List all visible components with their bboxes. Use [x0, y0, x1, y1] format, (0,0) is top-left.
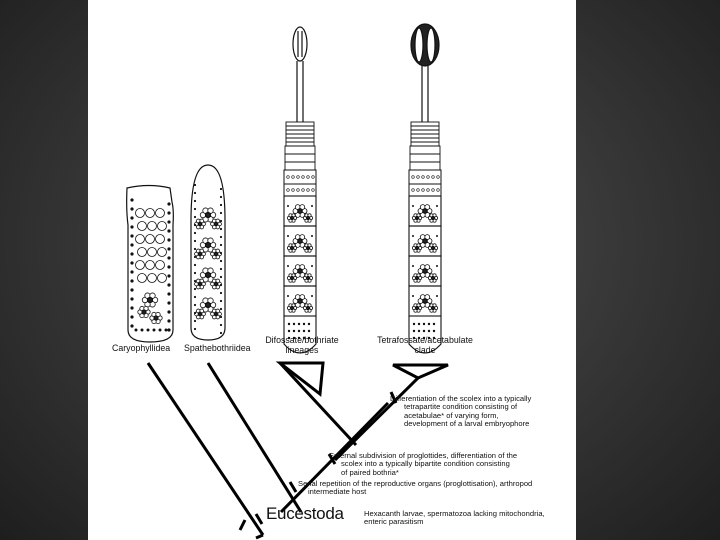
immature-proglottid — [286, 130, 314, 134]
follicle-icon — [307, 217, 310, 220]
testis-icon — [307, 189, 310, 192]
egg-dot-icon — [293, 330, 295, 332]
vitelline-dot-icon — [287, 235, 289, 237]
vitelline-dot-icon — [194, 320, 196, 322]
egg-dot-icon — [433, 323, 435, 325]
follicle-icon — [432, 277, 435, 280]
difossate-strobila — [284, 122, 316, 353]
vitelline-dot-icon — [194, 328, 196, 330]
vitelline-dot-icon — [220, 316, 222, 318]
vitelline-dot-icon — [167, 274, 170, 277]
testis-icon — [297, 189, 300, 192]
vitelline-dot-icon — [167, 292, 170, 295]
caryophyllidea-illustration — [127, 186, 174, 343]
immature-proglottid — [286, 122, 314, 126]
testis-icon — [138, 274, 147, 283]
vitelline-dot-icon — [287, 265, 289, 267]
taxon-label-difossate-line1: Difossate/bothriate — [265, 335, 339, 345]
immature-proglottid — [286, 142, 314, 146]
egg-dot-icon — [413, 323, 415, 325]
testis-icon — [138, 222, 147, 231]
vitelline-dot-icon — [194, 192, 196, 194]
testis-icon — [437, 176, 440, 179]
vitelline-dot-icon — [220, 228, 222, 230]
tetrafossate-strobila — [409, 122, 441, 353]
vitelline-dot-icon — [220, 212, 222, 214]
egg-dot-icon — [288, 330, 290, 332]
vitelline-dot-icon — [167, 319, 170, 322]
testis-icon — [287, 189, 290, 192]
testis-icon — [146, 235, 155, 244]
vitelline-dot-icon — [220, 252, 222, 254]
vitelline-dot-icon — [220, 308, 222, 310]
egg-dot-icon — [141, 329, 144, 332]
egg-dot-icon — [135, 329, 138, 332]
testis-icon — [432, 189, 435, 192]
immature-proglottid — [410, 154, 440, 162]
egg-dot-icon — [308, 323, 310, 325]
testis-icon — [422, 189, 425, 192]
testis-icon — [417, 189, 420, 192]
testis-icon — [292, 176, 295, 179]
follicle-icon — [198, 222, 202, 226]
follicle-icon — [423, 269, 428, 274]
vitelline-dot-icon — [311, 295, 313, 297]
testis-icon — [297, 176, 300, 179]
follicle-icon — [198, 252, 202, 256]
vitelline-dot-icon — [220, 244, 222, 246]
vitelline-dot-icon — [130, 261, 133, 264]
vitelline-dot-icon — [194, 208, 196, 210]
tetrafossate-illustration — [409, 24, 441, 353]
follicle-icon — [416, 217, 419, 220]
egg-dot-icon — [418, 330, 420, 332]
vitelline-dot-icon — [220, 260, 222, 262]
vitelline-dot-icon — [167, 328, 170, 331]
vitelline-dot-icon — [167, 202, 170, 205]
vitelline-dot-icon — [220, 220, 222, 222]
difossate-illustration — [284, 27, 316, 353]
node-note-line: Differentiation of the scolex into a typically — [390, 394, 532, 403]
testis-icon — [156, 261, 165, 270]
vitelline-dot-icon — [220, 292, 222, 294]
egg-dot-icon — [423, 323, 425, 325]
vitelline-dot-icon — [220, 276, 222, 278]
egg-dot-icon — [303, 323, 305, 325]
vitelline-dot-icon — [167, 301, 170, 304]
follicle-icon — [423, 299, 428, 304]
vitelline-dot-icon — [311, 265, 313, 267]
difossate-triangle — [280, 363, 323, 394]
testis-icon — [417, 176, 420, 179]
testis-icon — [412, 189, 415, 192]
immature-proglottid — [411, 126, 439, 130]
egg-dot-icon — [413, 330, 415, 332]
follicle-icon — [416, 247, 419, 250]
vitelline-dot-icon — [220, 268, 222, 270]
follicle-icon — [291, 307, 294, 310]
follicle-icon — [142, 310, 146, 314]
vitelline-dot-icon — [167, 247, 170, 250]
testis-icon — [156, 235, 165, 244]
difossate-neck — [297, 61, 303, 122]
spathebothriidea-organs — [194, 184, 222, 334]
follicle-icon — [298, 239, 303, 244]
taxon-label-difossate — [256, 336, 348, 355]
follicle-icon — [307, 277, 310, 280]
vitelline-dot-icon — [220, 300, 222, 302]
follicle-icon — [298, 299, 303, 304]
follicle-icon — [298, 209, 303, 214]
immature-proglottid — [411, 142, 439, 146]
vitelline-dot-icon — [194, 248, 196, 250]
egg-dot-icon — [298, 323, 300, 325]
vitelline-dot-icon — [287, 295, 289, 297]
vitelline-dot-icon — [220, 196, 222, 198]
follicle-icon — [206, 303, 211, 308]
vitelline-dot-icon — [220, 236, 222, 238]
node-note-line: External subdivision of proglottides, differentiation of the — [329, 451, 518, 460]
follicle-icon — [291, 247, 294, 250]
immature-proglottid — [411, 122, 439, 126]
branch-spathebothriidea — [208, 363, 301, 512]
vitelline-dot-icon — [311, 235, 313, 237]
egg-dot-icon — [159, 329, 162, 332]
testis-icon — [427, 176, 430, 179]
node-note-line: Hexacanth larvae, spermatozoa lacking mitochondria, — [364, 509, 545, 518]
immature-proglottid — [410, 162, 440, 170]
testis-icon — [287, 176, 290, 179]
vitelline-dot-icon — [167, 220, 170, 223]
taxon-label-tetrafossate-line2: clade — [414, 344, 436, 355]
node-note-line: development of a larval embryophore — [404, 419, 530, 429]
vitelline-dot-icon — [130, 279, 133, 282]
testis-icon — [302, 189, 305, 192]
slide — [88, 0, 576, 540]
vitelline-dot-icon — [220, 204, 222, 206]
node-note-line: acetabulae* of varying form, — [404, 410, 499, 420]
vitelline-dot-icon — [167, 238, 170, 241]
vitelline-dot-icon — [220, 188, 222, 190]
egg-dot-icon — [298, 330, 300, 332]
egg-dot-icon — [433, 330, 435, 332]
branch-eucestoda-stem — [256, 535, 263, 538]
follicle-icon — [307, 247, 310, 250]
vitelline-dot-icon — [130, 306, 133, 309]
branch-main-trunk — [148, 363, 263, 535]
node-note-line: tetrapartite condition consisting of — [404, 402, 518, 412]
vitelline-dot-icon — [220, 332, 222, 334]
follicle-icon — [206, 273, 211, 278]
taxon-label-difossate-line2: lineages — [285, 344, 319, 355]
vitelline-dot-icon — [194, 272, 196, 274]
vitelline-dot-icon — [436, 295, 438, 297]
egg-dot-icon — [288, 323, 290, 325]
testis-icon — [432, 176, 435, 179]
vitelline-dot-icon — [130, 234, 133, 237]
vitelline-dot-icon — [194, 264, 196, 266]
vitelline-dot-icon — [167, 283, 170, 286]
vitelline-dot-icon — [130, 288, 133, 291]
follicle-icon — [214, 312, 218, 316]
node-note-proglottisation — [298, 480, 532, 497]
node-note-line: Serial repetition of the reproductive organs (proglottisation), arthropod — [298, 479, 533, 488]
node-note-difossate — [329, 452, 517, 477]
follicle-icon — [416, 307, 419, 310]
follicle-icon — [307, 307, 310, 310]
node-note-line: of paired bothria* — [341, 467, 399, 477]
follicle-icon — [291, 217, 294, 220]
spathebothriidea-illustration — [191, 165, 225, 340]
egg-dot-icon — [428, 323, 430, 325]
testis-icon — [312, 176, 315, 179]
testis-icon — [156, 209, 165, 218]
vitelline-dot-icon — [194, 296, 196, 298]
egg-dot-icon — [308, 330, 310, 332]
vitelline-dot-icon — [436, 205, 438, 207]
vitelline-dot-icon — [130, 324, 133, 327]
vitelline-dot-icon — [167, 256, 170, 259]
testis-icon — [136, 235, 145, 244]
vitelline-dot-icon — [167, 265, 170, 268]
egg-dot-icon — [303, 330, 305, 332]
follicle-icon — [148, 298, 153, 303]
egg-dot-icon — [153, 329, 156, 332]
vitelline-dot-icon — [167, 229, 170, 232]
testis-icon — [422, 176, 425, 179]
follicle-icon — [206, 213, 211, 218]
immature-proglottid — [285, 154, 315, 162]
testis-icon — [292, 189, 295, 192]
node-note-tetrafossate — [390, 395, 531, 429]
testis-icon — [412, 176, 415, 179]
taxon-label-caryophyllidea: Caryophyllidea — [112, 343, 171, 353]
follicle-icon — [432, 307, 435, 310]
node-note-line: intermediate host — [308, 487, 367, 497]
testis-icon — [307, 176, 310, 179]
vitelline-dot-icon — [130, 252, 133, 255]
taxon-label-tetrafossate — [370, 336, 480, 355]
testis-icon — [138, 248, 147, 257]
vitelline-dot-icon — [194, 200, 196, 202]
vitelline-dot-icon — [130, 270, 133, 273]
testis-icon — [148, 274, 157, 283]
follicle-icon — [214, 222, 218, 226]
vitelline-dot-icon — [130, 198, 133, 201]
vitelline-dot-icon — [220, 284, 222, 286]
vitelline-dot-icon — [412, 265, 414, 267]
vitelline-dot-icon — [412, 235, 414, 237]
vitelline-dot-icon — [194, 232, 196, 234]
testis-icon — [437, 189, 440, 192]
branch-difossate — [280, 363, 356, 445]
immature-proglottid — [411, 134, 439, 138]
follicle-icon — [154, 316, 158, 320]
immature-proglottid — [285, 146, 315, 154]
node-note-line: scolex into a typically bipartite condition consisting — [341, 459, 510, 469]
vitelline-dot-icon — [130, 315, 133, 318]
vitelline-dot-icon — [412, 205, 414, 207]
vitelline-dot-icon — [194, 240, 196, 242]
testis-icon — [427, 189, 430, 192]
immature-proglottid — [411, 138, 439, 142]
testis-icon — [148, 222, 157, 231]
follicle-icon — [198, 282, 202, 286]
immature-proglottid — [285, 162, 315, 170]
vitelline-dot-icon — [194, 184, 196, 186]
tetrafossate-neck — [422, 66, 428, 122]
vitelline-dot-icon — [130, 243, 133, 246]
vitelline-dot-icon — [130, 297, 133, 300]
node-note-root — [364, 510, 545, 527]
vitelline-dot-icon — [412, 295, 414, 297]
testis-icon — [302, 176, 305, 179]
vitelline-dot-icon — [194, 216, 196, 218]
follicle-icon — [214, 282, 218, 286]
egg-dot-icon — [418, 323, 420, 325]
vitelline-dot-icon — [194, 280, 196, 282]
vitelline-dot-icon — [130, 216, 133, 219]
tetrafossate-triangle — [393, 365, 448, 378]
vitelline-dot-icon — [220, 324, 222, 326]
immature-proglottid — [286, 126, 314, 130]
egg-dot-icon — [293, 323, 295, 325]
testis-icon — [136, 209, 145, 218]
follicle-icon — [206, 243, 211, 248]
follicle-icon — [291, 277, 294, 280]
taxon-label-tetrafossate-line1: Tetrafossate/acetabulate — [377, 335, 473, 345]
vitelline-dot-icon — [194, 304, 196, 306]
egg-dot-icon — [423, 330, 425, 332]
vitelline-dot-icon — [436, 265, 438, 267]
immature-proglottid — [410, 146, 440, 154]
follicle-icon — [423, 239, 428, 244]
egg-dot-icon — [428, 330, 430, 332]
testis-icon — [158, 222, 167, 231]
immature-proglottid — [286, 134, 314, 138]
vitelline-dot-icon — [311, 205, 313, 207]
follicle-icon — [416, 277, 419, 280]
immature-proglottid — [411, 130, 439, 134]
testis-icon — [158, 274, 167, 283]
difossate-scolex — [293, 27, 307, 61]
testis-icon — [158, 248, 167, 257]
root-label-eucestoda: Eucestoda — [266, 504, 344, 523]
vitelline-dot-icon — [194, 288, 196, 290]
vitelline-dot-icon — [436, 235, 438, 237]
taxon-label-spathebothriidea: Spathebothriidea — [184, 343, 251, 353]
vitelline-dot-icon — [130, 225, 133, 228]
follicle-icon — [432, 247, 435, 250]
follicle-icon — [298, 269, 303, 274]
vitelline-dot-icon — [167, 211, 170, 214]
tick-proglottisation — [290, 482, 296, 492]
vitelline-dot-icon — [194, 224, 196, 226]
vitelline-dot-icon — [167, 310, 170, 313]
testis-icon — [312, 189, 315, 192]
tick-root — [256, 514, 262, 524]
follicle-icon — [198, 312, 202, 316]
testis-icon — [146, 261, 155, 270]
testis-icon — [146, 209, 155, 218]
vitelline-dot-icon — [194, 256, 196, 258]
vitelline-dot-icon — [287, 205, 289, 207]
vitelline-dot-icon — [194, 312, 196, 314]
follicle-icon — [423, 209, 428, 214]
follicle-icon — [214, 252, 218, 256]
follicle-icon — [432, 217, 435, 220]
testis-icon — [136, 261, 145, 270]
egg-dot-icon — [165, 329, 168, 332]
node-note-line: enteric parasitism — [364, 517, 424, 527]
testis-icon — [148, 248, 157, 257]
egg-dot-icon — [147, 329, 150, 332]
vitelline-dot-icon — [130, 207, 133, 210]
caryophyllidea-organs — [130, 198, 170, 331]
root-tick — [240, 520, 245, 530]
immature-proglottid — [286, 138, 314, 142]
